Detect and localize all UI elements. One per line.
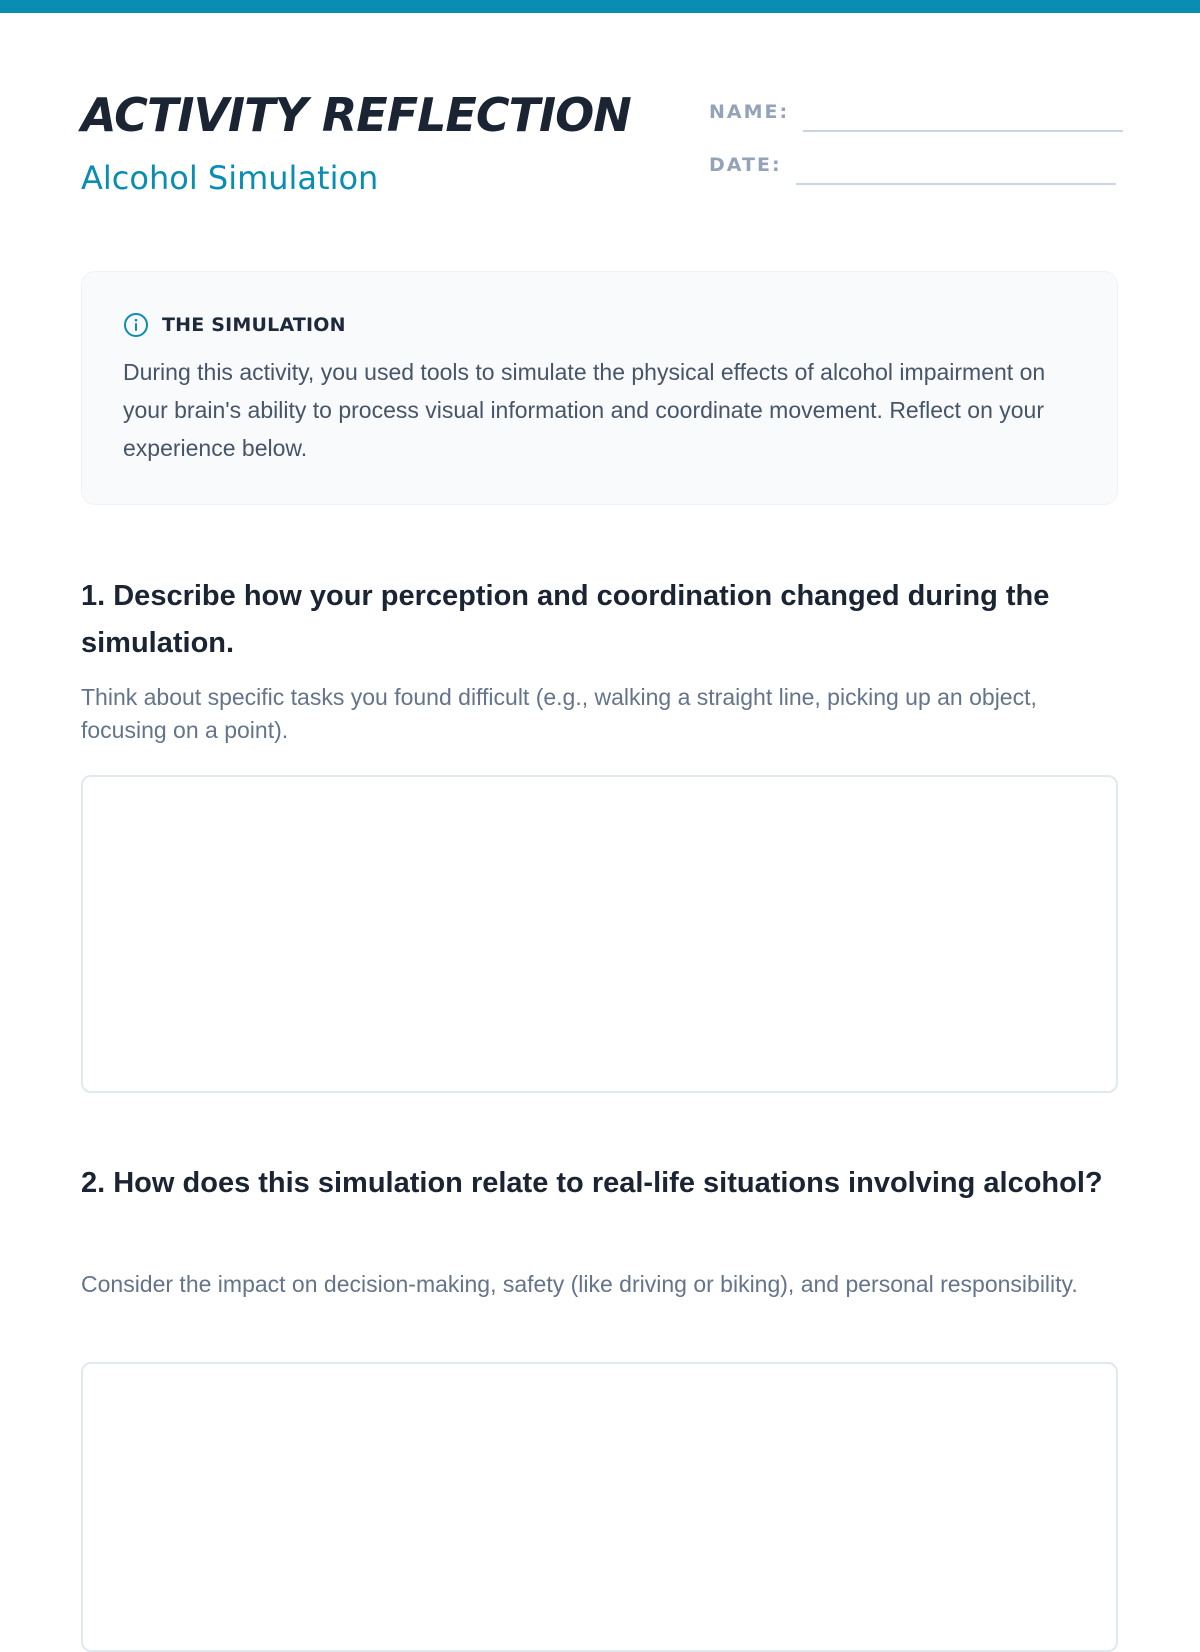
name-row [709,100,1123,124]
name-label: NAME: [709,101,790,123]
date-field[interactable] [796,183,1116,185]
question-2-hint: Consider the impact on decision-making, safety (like driving or biking), and personal responsibility. [81,1271,1078,1297]
info-card-title: THE SIMULATION [162,314,346,336]
date-row [709,153,1116,177]
question-1-answer-box[interactable] [81,775,1118,1093]
question-2-prompt: 2. How does this simulation relate to real-life situations involving alcohol? [81,1167,1103,1199]
info-card-text: During this activity, you used tools to simulate the physical effects of alcohol impairment on your brain's ability to process visual information and coordinate movement. Reflect on your experience below. [123,359,1046,461]
question-1-prompt: 1. Describe how your perception and coordination changed during the simulation. [81,580,1050,659]
top-accent-bar [0,0,1200,13]
question-1-hint: Think about specific tasks you found difficult (e.g., walking a straight line, picking up an object, focusing on a point). [81,684,1037,743]
question-2-answer-box[interactable] [81,1362,1118,1652]
page-title: ACTIVITY REFLECTION [81,88,631,142]
page-subtitle: Alcohol Simulation [81,159,379,197]
simulation-info-card [81,271,1118,505]
info-card-header [123,312,346,338]
date-label: DATE: [709,154,782,176]
info-circle-icon [123,312,149,338]
name-field[interactable] [803,130,1123,132]
